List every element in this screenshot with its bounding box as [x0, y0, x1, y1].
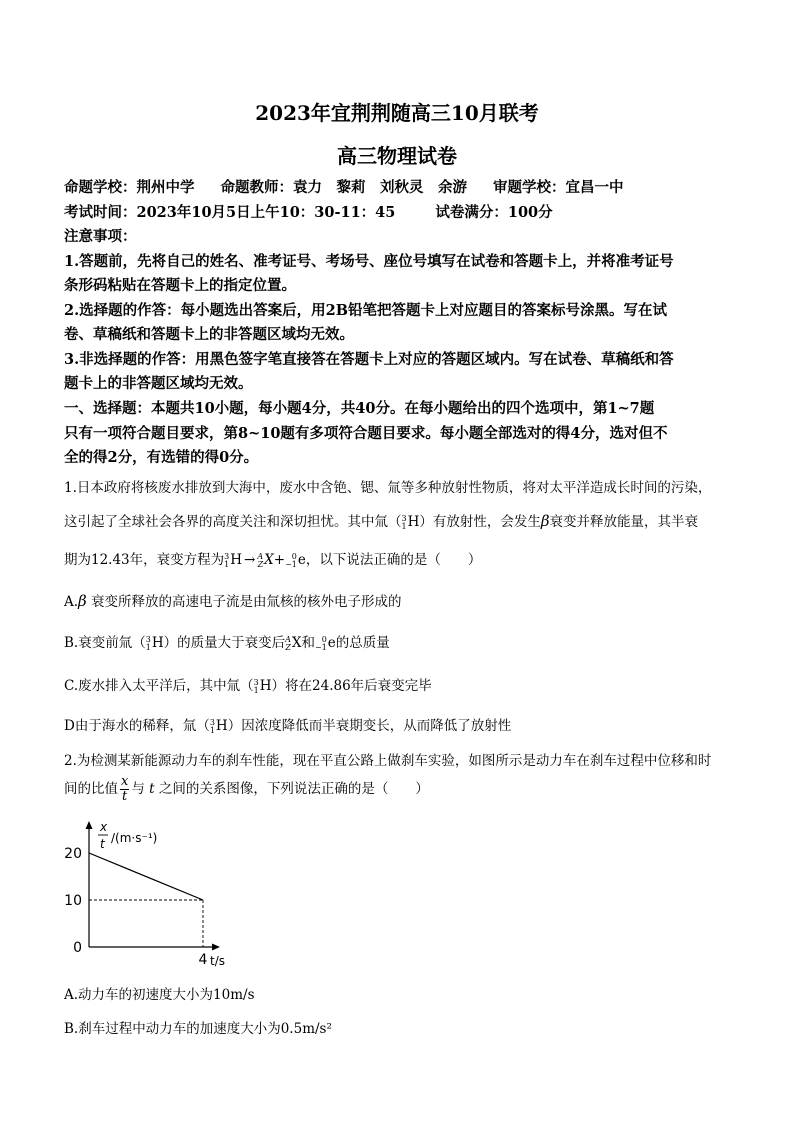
svg-text:t: t — [100, 837, 105, 851]
xt-vs-t-chart — [60, 815, 240, 975]
x-tick-label: 4 — [198, 952, 208, 968]
q1-line-1: 1.日本政府将核废水排放到大海中，废水中含铯、锶、氚等多种放射性物质，将对太平洋造成长时间的污染， — [64, 480, 712, 496]
y-axis-unit: /(m·s⁻¹) — [111, 831, 158, 845]
note-1a: 1.答题前，先将自己的姓名、准考证号、考场号、座位号填写在试卷和答题卡上，并将准考证号 — [64, 253, 674, 270]
school-label: 命题学校：荆州中学 — [64, 179, 195, 196]
note-3a: 3.非选择题的作答：用黑色签字笔直接答在答题卡上对应的答题区域内。写在试卷、草稿纸和答 — [64, 351, 674, 368]
x-over-t-fraction: $\frac{x}{t}$ — [121, 774, 129, 804]
q1-option-a: A.β 衰变所释放的高速电子流是由氚核的核外电子形成的 — [64, 592, 402, 610]
q1-line-2: 这引起了全球社会各界的高度关注和深切担忧。其中氚（ 3 1 H）有放射性，会发生β衰变并释放能量，其半衰 — [64, 512, 699, 531]
decay-equation: 3 1 H → A Z X+ 0 −1 e — [224, 551, 306, 569]
note-2a: 2.选择题的作答：每小题选出答案后，用2B铅笔把答题卡上对应题目的答案标号涂黑。写在试 — [64, 302, 667, 319]
q1-line-3: 期为12.43年，衰变方程为 3 1 H → A Z X+ 0 −1 e，以下说法正确的是（ ） — [64, 551, 482, 569]
exam-title: 2023年宜荆荆随高三10月联考 — [255, 101, 539, 125]
y-axis-label — [98, 820, 157, 851]
q1-option-b: B.衰变前氚（ 3 1 H）的质量大于衰变后 A Z X和 0 −1 e的总质量 — [64, 634, 390, 652]
x-axis-arrow — [212, 944, 220, 951]
section1-line-1: 一、选择题：本题共10小题，每小题4分，共40分。在每小题给出的四个选项中，第1~7题 — [64, 400, 655, 417]
q2-line-2: 间的比值 $\frac{x}{t}$ 与 t 之间的关系图像，下列说法正确的是（ ） — [64, 774, 429, 804]
notes-heading: 注意事项： — [64, 228, 137, 245]
q1-option-d: D由于海水的稀释，氚（ 3 1 H）因浓度降低而半衰期变长，从而降低了放射性 — [64, 717, 512, 735]
svg-text:x: x — [100, 820, 108, 834]
y-tick-label: 0 — [73, 940, 82, 956]
q2-line-1: 2.为检测某新能源动力车的刹车性能，现在平直公路上做刹车实验，如图所示是动力车在刹车过程中位移和时 — [64, 753, 712, 769]
data-line — [89, 853, 203, 900]
y-tick-label: 20 — [64, 846, 82, 862]
tritium-symbol: 3 1 H — [401, 513, 420, 531]
review-label: 审题学校：宜昌一中 — [493, 179, 624, 196]
meta-line-1 — [64, 176, 624, 197]
note-1b: 条形码粘贴在答题卡上的指定位置。 — [64, 277, 296, 294]
note-3b: 题卡上的非答题区域均无效。 — [64, 375, 253, 392]
x-axis-label: t/s — [210, 954, 225, 968]
section1-line-3: 全的得2分，有选错的得0分。 — [64, 449, 259, 466]
section1-line-2: 只有一项符合题目要求，第8~10题有多项符合题目要求。每小题全部选对的得4分，选对但不 — [64, 425, 668, 442]
score-label: 试卷满分：100分 — [435, 204, 553, 221]
q2-option-a: A.动力车的初速度大小为10m/s — [64, 987, 255, 1003]
note-2b: 卷、草稿纸和答题卡上的非答题区域均无效。 — [64, 326, 354, 343]
q2-option-b: B.刹车过程中动力车的加速度大小为0.5m/s² — [64, 1021, 332, 1037]
y-tick-label: 10 — [64, 893, 82, 909]
q1-option-c: C.废水排入太平洋后，其中氚（ 3 1 H）将在24.86年后衰变完毕 — [64, 677, 432, 695]
teachers-label: 命题教师：袁力 黎莉 刘秋灵 余游 — [220, 179, 467, 196]
exam-subtitle: 高三物理试卷 — [337, 144, 457, 168]
y-axis-arrow — [86, 821, 93, 829]
time-label: 考试时间：2023年10月5日上午10：30-11：45 — [64, 204, 396, 221]
meta-line-2 — [64, 201, 553, 222]
